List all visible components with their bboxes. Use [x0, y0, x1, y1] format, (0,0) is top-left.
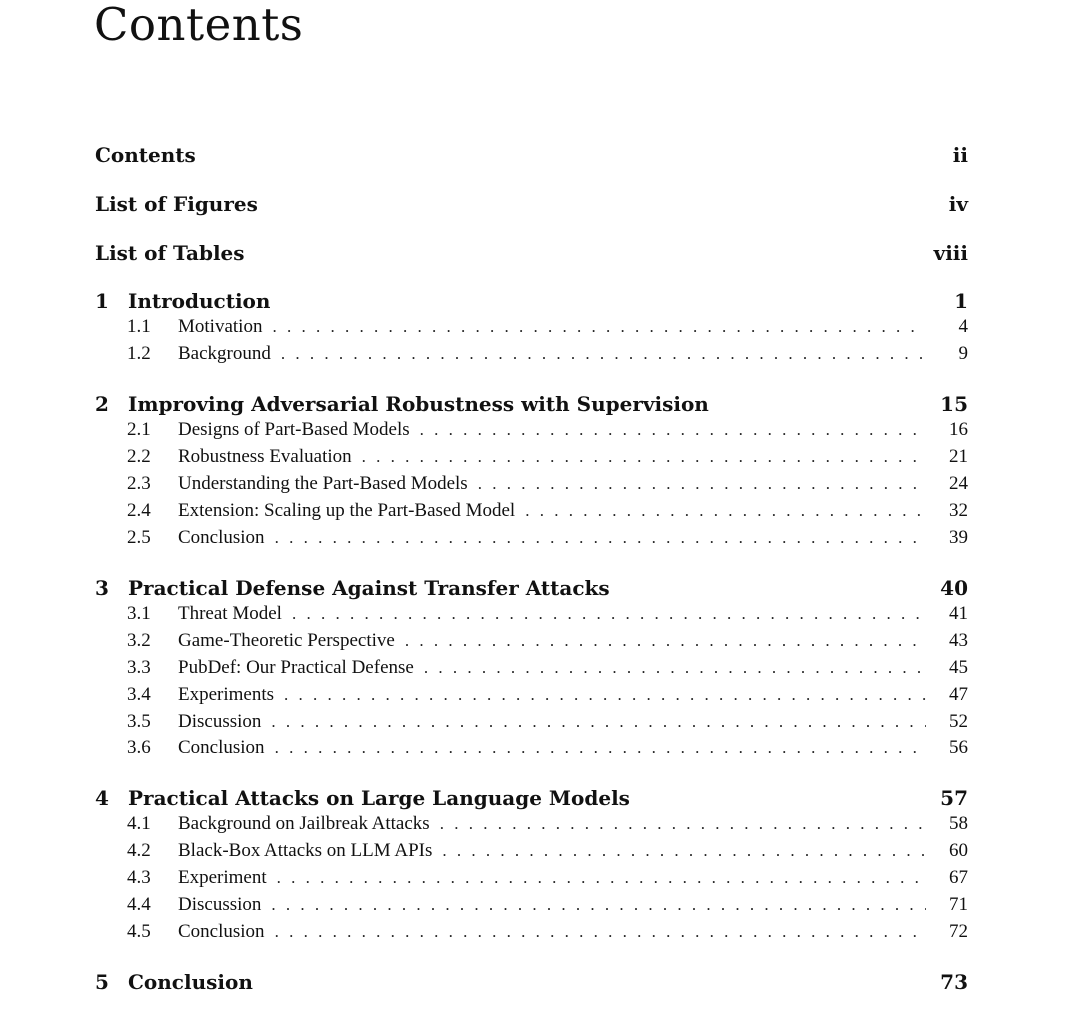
toc-entry-list-of-tables[interactable]: [95, 241, 968, 265]
toc-entry-title: List of Tables: [95, 241, 245, 265]
toc-entry-list-of-figures[interactable]: [95, 192, 968, 216]
toc-section-4-5[interactable]: [95, 921, 968, 945]
leader-dots: [362, 447, 926, 467]
chapter-title: Practical Defense Against Transfer Attacks: [128, 576, 610, 600]
section-number: 3.3: [127, 657, 151, 678]
section-page: 41: [949, 603, 968, 624]
section-number: 4.4: [127, 894, 151, 915]
section-title: Background on Jailbreak Attacks: [178, 813, 430, 834]
section-page: 21: [949, 446, 968, 467]
section-number: 3.2: [127, 630, 151, 651]
section-page: 67: [949, 867, 968, 888]
chapter-number: 2: [95, 392, 109, 416]
leader-dots: [292, 604, 926, 624]
section-number: 2.1: [127, 419, 151, 440]
leader-dots: [271, 895, 926, 915]
leader-dots: [440, 814, 926, 834]
leader-dots: [284, 685, 926, 705]
section-page: 24: [949, 473, 968, 494]
toc-section-1-1[interactable]: [95, 316, 968, 340]
page-title: Contents: [94, 0, 304, 51]
toc-section-4-2[interactable]: [95, 840, 968, 864]
section-page: 58: [949, 813, 968, 834]
toc-section-2-2[interactable]: [95, 446, 968, 470]
section-number: 4.2: [127, 840, 151, 861]
section-page: 45: [949, 657, 968, 678]
section-title: Robustness Evaluation: [178, 446, 352, 467]
toc-chapter-2[interactable]: [95, 392, 968, 416]
leader-dots: [442, 841, 926, 861]
chapter-page: 15: [940, 392, 968, 416]
section-title: PubDef: Our Practical Defense: [178, 657, 414, 678]
section-title: Conclusion: [178, 737, 265, 758]
toc-entry-page: viii: [933, 241, 968, 265]
section-number: 4.5: [127, 921, 151, 942]
chapter-page: 40: [940, 576, 968, 600]
leader-dots: [420, 420, 926, 440]
toc-chapter-4[interactable]: [95, 786, 968, 810]
chapter-page: 1: [954, 289, 968, 313]
section-page: 9: [958, 343, 968, 364]
leader-dots: [272, 317, 926, 337]
section-page: 52: [949, 711, 968, 732]
section-number: 4.1: [127, 813, 151, 834]
section-title: Black-Box Attacks on LLM APIs: [178, 840, 433, 861]
chapter-number: 1: [95, 289, 109, 313]
section-page: 56: [949, 737, 968, 758]
chapter-title: Conclusion: [128, 970, 253, 994]
chapter-title: Improving Adversarial Robustness with Supervision: [128, 392, 709, 416]
leader-dots: [281, 344, 926, 364]
section-number: 2.4: [127, 500, 151, 521]
toc-section-3-5[interactable]: [95, 711, 968, 735]
leader-dots: [275, 528, 926, 548]
section-page: 72: [949, 921, 968, 942]
section-page: 39: [949, 527, 968, 548]
toc-entry-page: ii: [952, 143, 968, 167]
section-number: 2.3: [127, 473, 151, 494]
chapter-page: 73: [940, 970, 968, 994]
toc-section-4-3[interactable]: [95, 867, 968, 891]
section-title: Game-Theoretic Perspective: [178, 630, 395, 651]
toc-chapter-5[interactable]: [95, 970, 968, 994]
leader-dots: [424, 658, 926, 678]
toc-section-3-4[interactable]: [95, 684, 968, 708]
section-number: 3.6: [127, 737, 151, 758]
leader-dots: [405, 631, 926, 651]
section-title: Background: [178, 343, 271, 364]
section-title: Threat Model: [178, 603, 282, 624]
leader-dots: [275, 922, 926, 942]
section-title: Designs of Part-Based Models: [178, 419, 410, 440]
section-page: 4: [958, 316, 968, 337]
toc-section-3-6[interactable]: [95, 737, 968, 761]
section-page: 16: [949, 419, 968, 440]
toc-chapter-3[interactable]: [95, 576, 968, 600]
leader-dots: [277, 868, 926, 888]
toc-chapter-1[interactable]: [95, 289, 968, 313]
section-number: 1.1: [127, 316, 151, 337]
toc-section-3-2[interactable]: [95, 630, 968, 654]
section-title: Extension: Scaling up the Part-Based Model: [178, 500, 516, 521]
leader-dots: [275, 738, 926, 758]
toc-entry-page: iv: [948, 192, 968, 216]
chapter-number: 4: [95, 786, 109, 810]
section-title: Discussion: [178, 711, 262, 732]
section-page: 32: [949, 500, 968, 521]
section-number: 4.3: [127, 867, 151, 888]
leader-dots: [478, 474, 926, 494]
section-number: 2.2: [127, 446, 151, 467]
chapter-page: 57: [940, 786, 968, 810]
chapter-title: Practical Attacks on Large Language Models: [128, 786, 630, 810]
toc-section-3-1[interactable]: [95, 603, 968, 627]
section-title: Experiments: [178, 684, 275, 705]
section-number: 2.5: [127, 527, 151, 548]
toc-entry-title: List of Figures: [95, 192, 258, 216]
chapter-title: Introduction: [128, 289, 271, 313]
toc-section-2-4[interactable]: [95, 500, 968, 524]
section-number: 1.2: [127, 343, 151, 364]
section-title: Understanding the Part-Based Models: [178, 473, 468, 494]
toc-section-2-3[interactable]: [95, 473, 968, 497]
toc-section-4-4[interactable]: [95, 894, 968, 918]
toc-section-1-2[interactable]: [95, 343, 968, 367]
chapter-number: 5: [95, 970, 109, 994]
toc-section-4-1[interactable]: [95, 813, 968, 837]
section-number: 3.1: [127, 603, 151, 624]
toc-entry-contents[interactable]: [95, 143, 968, 167]
section-title: Conclusion: [178, 921, 265, 942]
section-page: 43: [949, 630, 968, 651]
section-number: 3.5: [127, 711, 151, 732]
section-title: Motivation: [178, 316, 263, 337]
chapter-number: 3: [95, 576, 109, 600]
section-number: 3.4: [127, 684, 151, 705]
toc-entry-title: Contents: [95, 143, 196, 167]
section-page: 47: [949, 684, 968, 705]
section-page: 60: [949, 840, 968, 861]
toc-section-3-3[interactable]: [95, 657, 968, 681]
leader-dots: [525, 501, 926, 521]
leader-dots: [271, 712, 926, 732]
toc-section-2-5[interactable]: [95, 527, 968, 551]
section-title: Conclusion: [178, 527, 265, 548]
toc-section-2-1[interactable]: [95, 419, 968, 443]
section-title: Experiment: [178, 867, 267, 888]
section-page: 71: [949, 894, 968, 915]
section-title: Discussion: [178, 894, 262, 915]
